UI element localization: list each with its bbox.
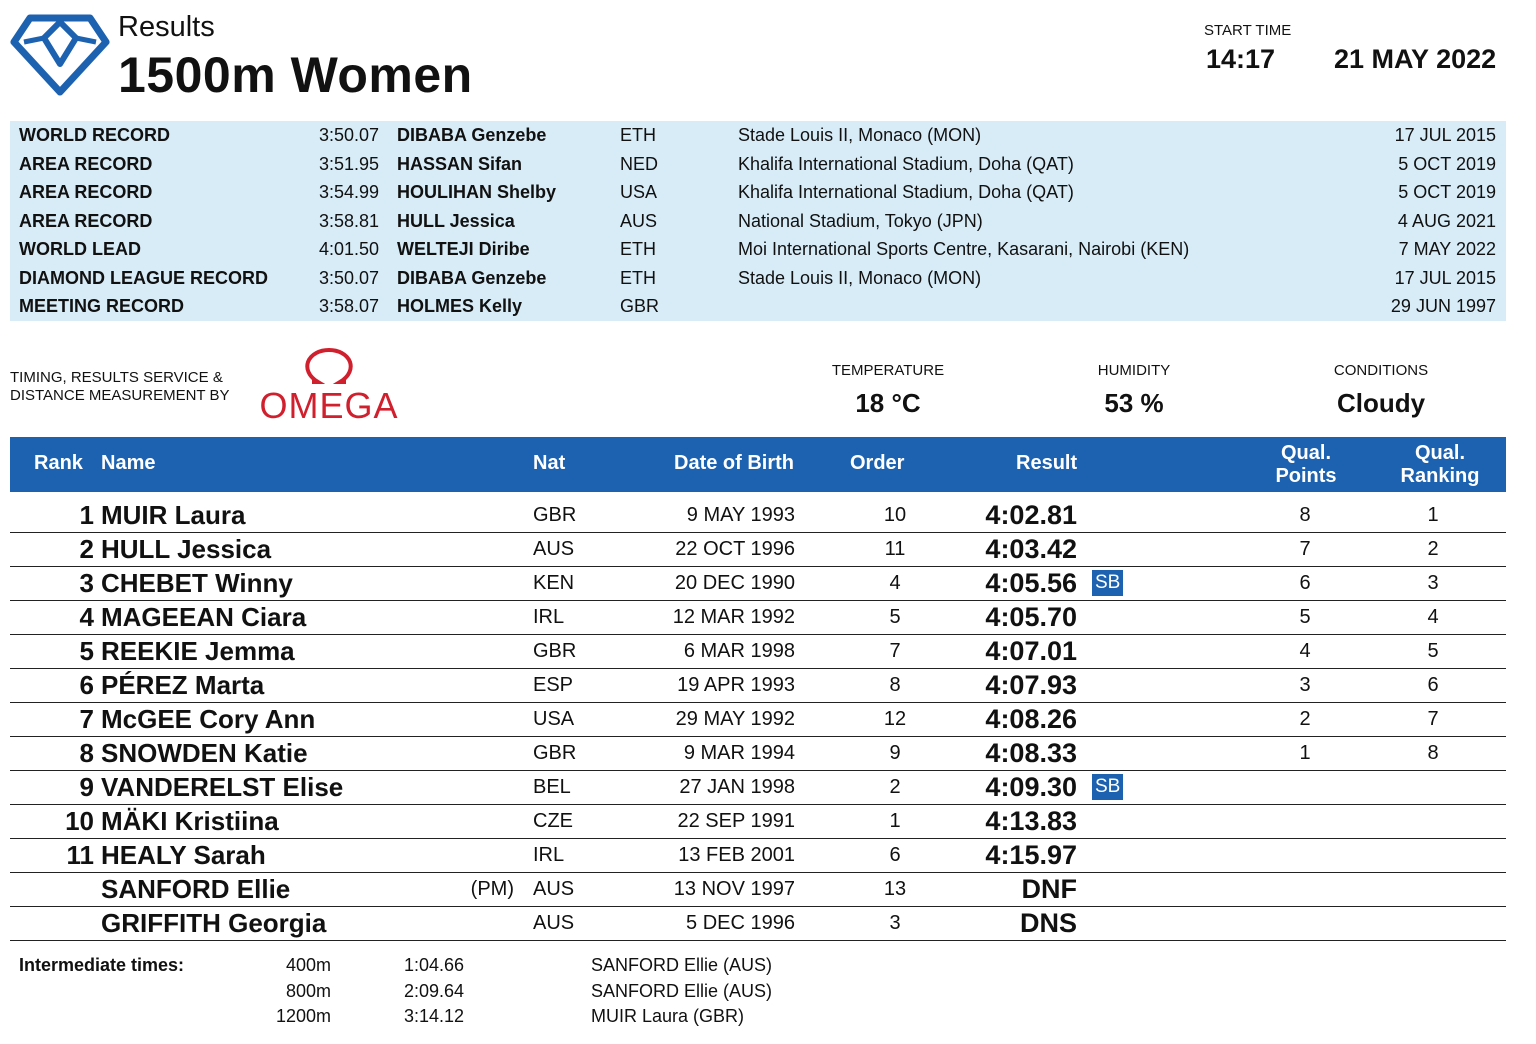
result-cell: DNF bbox=[1021, 874, 1077, 904]
nat-cell: KEN bbox=[533, 572, 575, 594]
intermediate-time: 1:04.66 bbox=[404, 955, 465, 975]
temperature-value: 18 °C bbox=[855, 388, 921, 418]
result-cell: 4:05.56 bbox=[985, 568, 1077, 598]
dob-cell: 22 OCT 1996 bbox=[675, 538, 795, 560]
athlete-name: HEALY Sarah bbox=[101, 840, 266, 870]
order-cell: 9 bbox=[889, 742, 901, 764]
table-row bbox=[10, 839, 1506, 873]
dob-cell: 9 MAR 1994 bbox=[683, 742, 795, 764]
record-type: WORLD LEAD bbox=[19, 239, 141, 259]
intermediate-distance: 800m bbox=[285, 980, 331, 1001]
table-row bbox=[10, 635, 1506, 669]
header-qual-ranking bbox=[1392, 442, 1488, 488]
intermediate-distance: 400m bbox=[285, 955, 331, 975]
omega-brand-text: OMEGA bbox=[259, 385, 399, 424]
rank-cell: 7 bbox=[79, 704, 94, 734]
athlete-name: McGEE Cory Ann bbox=[101, 704, 316, 734]
nat-cell: ESP bbox=[533, 674, 574, 696]
qual-ranking-cell: 1 bbox=[1427, 504, 1439, 526]
record-row bbox=[10, 150, 1506, 178]
athlete-name: HULL Jessica bbox=[101, 534, 272, 564]
athlete-name: PÉREZ Marta bbox=[101, 670, 265, 700]
results-header bbox=[10, 437, 1506, 492]
pacemaker-note: (PM) bbox=[470, 878, 514, 900]
start-time: 14:17 bbox=[1206, 44, 1276, 74]
record-date: 5 OCT 2019 bbox=[1398, 182, 1496, 202]
table-row bbox=[10, 873, 1506, 907]
dob-cell: 22 SEP 1991 bbox=[677, 810, 795, 832]
record-date: 5 OCT 2019 bbox=[1398, 153, 1496, 174]
record-venue: Stade Louis II, Monaco (MON) bbox=[738, 267, 982, 288]
dob-cell: 29 MAY 1992 bbox=[675, 708, 795, 730]
record-time: 3:58.81 bbox=[318, 210, 379, 231]
header-rank: Rank bbox=[34, 452, 83, 474]
intermediate-row bbox=[19, 981, 919, 1006]
record-holder: DIBABA Genzebe bbox=[397, 267, 547, 288]
intermediate-row bbox=[19, 955, 919, 980]
record-date: 17 JUL 2015 bbox=[1394, 125, 1496, 145]
record-type: MEETING RECORD bbox=[19, 296, 185, 316]
order-cell: 6 bbox=[889, 844, 901, 866]
result-cell: 4:07.93 bbox=[985, 670, 1077, 700]
omega-logo-icon bbox=[254, 348, 404, 424]
records-table bbox=[10, 121, 1506, 321]
table-row bbox=[10, 567, 1506, 601]
record-nat: GBR bbox=[620, 296, 660, 316]
order-cell: 3 bbox=[889, 912, 901, 934]
result-cell: 4:07.01 bbox=[985, 636, 1077, 666]
qual-ranking-cell: 4 bbox=[1427, 606, 1439, 628]
rank-cell: 2 bbox=[79, 534, 94, 564]
athlete-name: MUIR Laura bbox=[101, 500, 246, 530]
record-row bbox=[10, 264, 1506, 292]
event-date: 21 MAY 2022 bbox=[1334, 44, 1497, 74]
nat-cell: IRL bbox=[533, 606, 565, 628]
temperature-label: TEMPERATURE bbox=[831, 362, 945, 379]
dob-cell: 19 APR 1993 bbox=[677, 674, 795, 696]
rank-cell: 9 bbox=[79, 772, 94, 802]
intermediate-distance: 1200m bbox=[275, 1006, 331, 1026]
result-cell: 4:05.70 bbox=[985, 602, 1077, 632]
table-row bbox=[10, 703, 1506, 737]
header-name: Name bbox=[101, 452, 156, 474]
qual-points-cell: 8 bbox=[1299, 504, 1311, 526]
table-row bbox=[10, 601, 1506, 635]
order-cell: 4 bbox=[889, 572, 901, 594]
rank-cell: 11 bbox=[66, 840, 94, 870]
record-nat: ETH bbox=[620, 125, 656, 145]
nat-cell: IRL bbox=[533, 844, 565, 866]
rank-cell: 3 bbox=[79, 568, 94, 598]
record-holder: HULL Jessica bbox=[397, 210, 515, 231]
table-row bbox=[10, 771, 1506, 805]
qual-points-cell: 5 bbox=[1299, 606, 1311, 628]
result-cell: DNS bbox=[1019, 908, 1077, 938]
season-best-badge: SB bbox=[1092, 570, 1123, 596]
table-row bbox=[10, 805, 1506, 839]
record-holder: HOULIHAN Shelby bbox=[397, 182, 557, 202]
header-qual-points bbox=[1268, 442, 1344, 488]
record-venue: Khalifa International Stadium, Doha (QAT) bbox=[738, 153, 1074, 174]
order-cell: 8 bbox=[889, 674, 901, 696]
record-date: 29 JUN 1997 bbox=[1390, 296, 1496, 316]
record-type: DIAMOND LEAGUE RECORD bbox=[19, 267, 269, 288]
diamond-league-logo-icon bbox=[10, 12, 110, 96]
qual-points-cell: 7 bbox=[1299, 538, 1311, 560]
record-row bbox=[10, 292, 1506, 320]
record-row bbox=[10, 207, 1506, 235]
record-type: AREA RECORD bbox=[19, 210, 153, 231]
result-cell: 4:13.83 bbox=[985, 806, 1077, 836]
header-nat: Nat bbox=[533, 452, 566, 474]
qual-points-cell: 4 bbox=[1299, 640, 1311, 662]
athlete-name: VANDERELST Elise bbox=[101, 772, 344, 802]
dob-cell: 20 DEC 1990 bbox=[674, 572, 795, 594]
qual-ranking-cell: 2 bbox=[1427, 538, 1439, 560]
dob-cell: 27 JAN 1998 bbox=[679, 776, 795, 798]
result-cell: 4:09.30 bbox=[985, 772, 1077, 802]
nat-cell: AUS bbox=[533, 912, 575, 934]
conditions-value: Cloudy bbox=[1336, 388, 1426, 418]
record-venue: Khalifa International Stadium, Doha (QAT) bbox=[738, 182, 1074, 202]
timing-label-line2: DISTANCE MEASUREMENT BY bbox=[10, 387, 230, 404]
record-holder: HASSAN Sifan bbox=[397, 153, 523, 174]
record-nat: NED bbox=[620, 153, 659, 174]
rank-cell: 1 bbox=[79, 500, 94, 530]
rank-cell: 5 bbox=[79, 636, 94, 666]
table-row bbox=[10, 669, 1506, 703]
qual-points-cell: 6 bbox=[1299, 572, 1311, 594]
record-row bbox=[10, 121, 1506, 149]
record-nat: ETH bbox=[620, 239, 656, 259]
order-cell: 2 bbox=[889, 776, 901, 798]
nat-cell: CZE bbox=[533, 810, 573, 832]
qual-ranking-cell: 8 bbox=[1427, 742, 1439, 764]
humidity-value: 53 % bbox=[1104, 388, 1164, 418]
record-nat: ETH bbox=[620, 267, 656, 288]
record-date: 17 JUL 2015 bbox=[1394, 267, 1496, 288]
record-date: 7 MAY 2022 bbox=[1398, 239, 1496, 259]
athlete-name: GRIFFITH Georgia bbox=[101, 908, 327, 938]
intermediate-time: 2:09.64 bbox=[404, 980, 465, 1001]
header-qual-points-line2: Points bbox=[1275, 465, 1337, 487]
rank-cell: 6 bbox=[79, 670, 94, 700]
rank-cell: 4 bbox=[79, 602, 94, 632]
nat-cell: GBR bbox=[533, 742, 577, 764]
record-time: 3:54.99 bbox=[318, 182, 379, 202]
header-dob: Date of Birth bbox=[674, 452, 794, 474]
season-best-badge: SB bbox=[1092, 774, 1123, 800]
record-type: AREA RECORD bbox=[19, 153, 153, 174]
qual-ranking-cell: 5 bbox=[1427, 640, 1439, 662]
qual-ranking-cell: 3 bbox=[1427, 572, 1439, 594]
table-row bbox=[10, 533, 1506, 567]
nat-cell: AUS bbox=[533, 878, 575, 900]
header-order: Order bbox=[850, 452, 905, 474]
record-row bbox=[10, 178, 1506, 206]
athlete-name: REEKIE Jemma bbox=[101, 636, 295, 666]
timing-label bbox=[10, 369, 229, 405]
intermediate-time: 3:14.12 bbox=[404, 1006, 465, 1026]
header-result: Result bbox=[1016, 452, 1078, 474]
intermediate-leader: SANFORD Ellie (AUS) bbox=[591, 955, 773, 975]
athlete-name: SANFORD Ellie bbox=[101, 874, 291, 904]
athlete-name: MAGEEAN Ciara bbox=[101, 602, 307, 632]
record-nat: USA bbox=[620, 182, 658, 202]
order-cell: 1 bbox=[889, 810, 901, 832]
order-cell: 7 bbox=[889, 640, 901, 662]
qual-points-cell: 1 bbox=[1299, 742, 1311, 764]
record-time: 3:51.95 bbox=[318, 153, 379, 174]
athlete-name: MÄKI Kristiina bbox=[101, 806, 279, 836]
table-row bbox=[10, 737, 1506, 771]
record-row bbox=[10, 235, 1506, 263]
qual-points-cell: 3 bbox=[1299, 674, 1311, 696]
header-qual-ranking-line2: Ranking bbox=[1400, 465, 1480, 487]
record-holder: HOLMES Kelly bbox=[397, 296, 523, 316]
record-type: WORLD RECORD bbox=[19, 125, 170, 145]
record-holder: DIBABA Genzebe bbox=[397, 125, 547, 145]
result-cell: 4:03.42 bbox=[985, 534, 1077, 564]
qual-ranking-cell: 7 bbox=[1427, 708, 1439, 730]
table-row bbox=[10, 499, 1506, 533]
timing-label-line1: TIMING, RESULTS SERVICE & bbox=[10, 369, 223, 386]
record-date: 4 AUG 2021 bbox=[1397, 210, 1496, 231]
table-row bbox=[10, 907, 1506, 941]
rank-cell: 8 bbox=[79, 738, 94, 768]
record-nat: AUS bbox=[620, 210, 658, 231]
order-cell: 12 bbox=[883, 708, 907, 730]
results-table bbox=[10, 499, 1506, 941]
header-qual-ranking-line1: Qual. bbox=[1414, 442, 1465, 464]
nat-cell: BEL bbox=[533, 776, 571, 798]
dob-cell: 5 DEC 1996 bbox=[686, 912, 795, 934]
record-holder: WELTEJI Diribe bbox=[397, 239, 530, 259]
nat-cell: USA bbox=[533, 708, 575, 730]
record-type: AREA RECORD bbox=[19, 182, 153, 202]
dob-cell: 13 NOV 1997 bbox=[673, 878, 795, 900]
record-venue: National Stadium, Tokyo (JPN) bbox=[738, 210, 983, 231]
header-qual-points-line1: Qual. bbox=[1280, 442, 1331, 464]
start-time-label: START TIME bbox=[1204, 22, 1292, 39]
dob-cell: 13 FEB 2001 bbox=[678, 844, 795, 866]
record-venue: Stade Louis II, Monaco (MON) bbox=[738, 125, 982, 145]
result-cell: 4:08.33 bbox=[985, 738, 1077, 768]
record-time: 3:58.07 bbox=[318, 296, 379, 316]
order-cell: 5 bbox=[889, 606, 901, 628]
humidity-label: HUMIDITY bbox=[1097, 362, 1171, 379]
record-time: 3:50.07 bbox=[318, 267, 379, 288]
qual-ranking-cell: 6 bbox=[1427, 674, 1439, 696]
dob-cell: 9 MAY 1993 bbox=[686, 504, 795, 526]
result-cell: 4:08.26 bbox=[985, 704, 1077, 734]
result-cell: 4:15.97 bbox=[985, 840, 1077, 870]
nat-cell: GBR bbox=[533, 504, 577, 526]
record-time: 3:50.07 bbox=[318, 125, 379, 145]
record-time: 4:01.50 bbox=[318, 239, 379, 259]
dob-cell: 6 MAR 1998 bbox=[683, 640, 795, 662]
dob-cell: 12 MAR 1992 bbox=[672, 606, 795, 628]
intermediate-leader: SANFORD Ellie (AUS) bbox=[591, 980, 773, 1001]
nat-cell: GBR bbox=[533, 640, 577, 662]
athlete-name: CHEBET Winny bbox=[101, 568, 293, 598]
result-cell: 4:02.81 bbox=[985, 500, 1077, 530]
intermediate-label: Intermediate times: bbox=[19, 955, 185, 975]
intermediate-row bbox=[19, 1006, 919, 1031]
nat-cell: AUS bbox=[533, 538, 575, 560]
qual-points-cell: 2 bbox=[1299, 708, 1311, 730]
page-subtitle: Results bbox=[118, 11, 215, 43]
record-venue: Moi International Sports Centre, Kasarani, Nairobi (KEN) bbox=[738, 239, 1190, 259]
order-cell: 11 bbox=[884, 538, 906, 560]
athlete-name: SNOWDEN Katie bbox=[101, 738, 308, 768]
rank-cell: 10 bbox=[65, 806, 94, 836]
order-cell: 13 bbox=[883, 878, 907, 900]
page-title: 1500m Women bbox=[118, 47, 473, 103]
order-cell: 10 bbox=[883, 504, 907, 526]
intermediate-leader: MUIR Laura (GBR) bbox=[591, 1006, 745, 1026]
conditions-label: CONDITIONS bbox=[1333, 362, 1429, 379]
